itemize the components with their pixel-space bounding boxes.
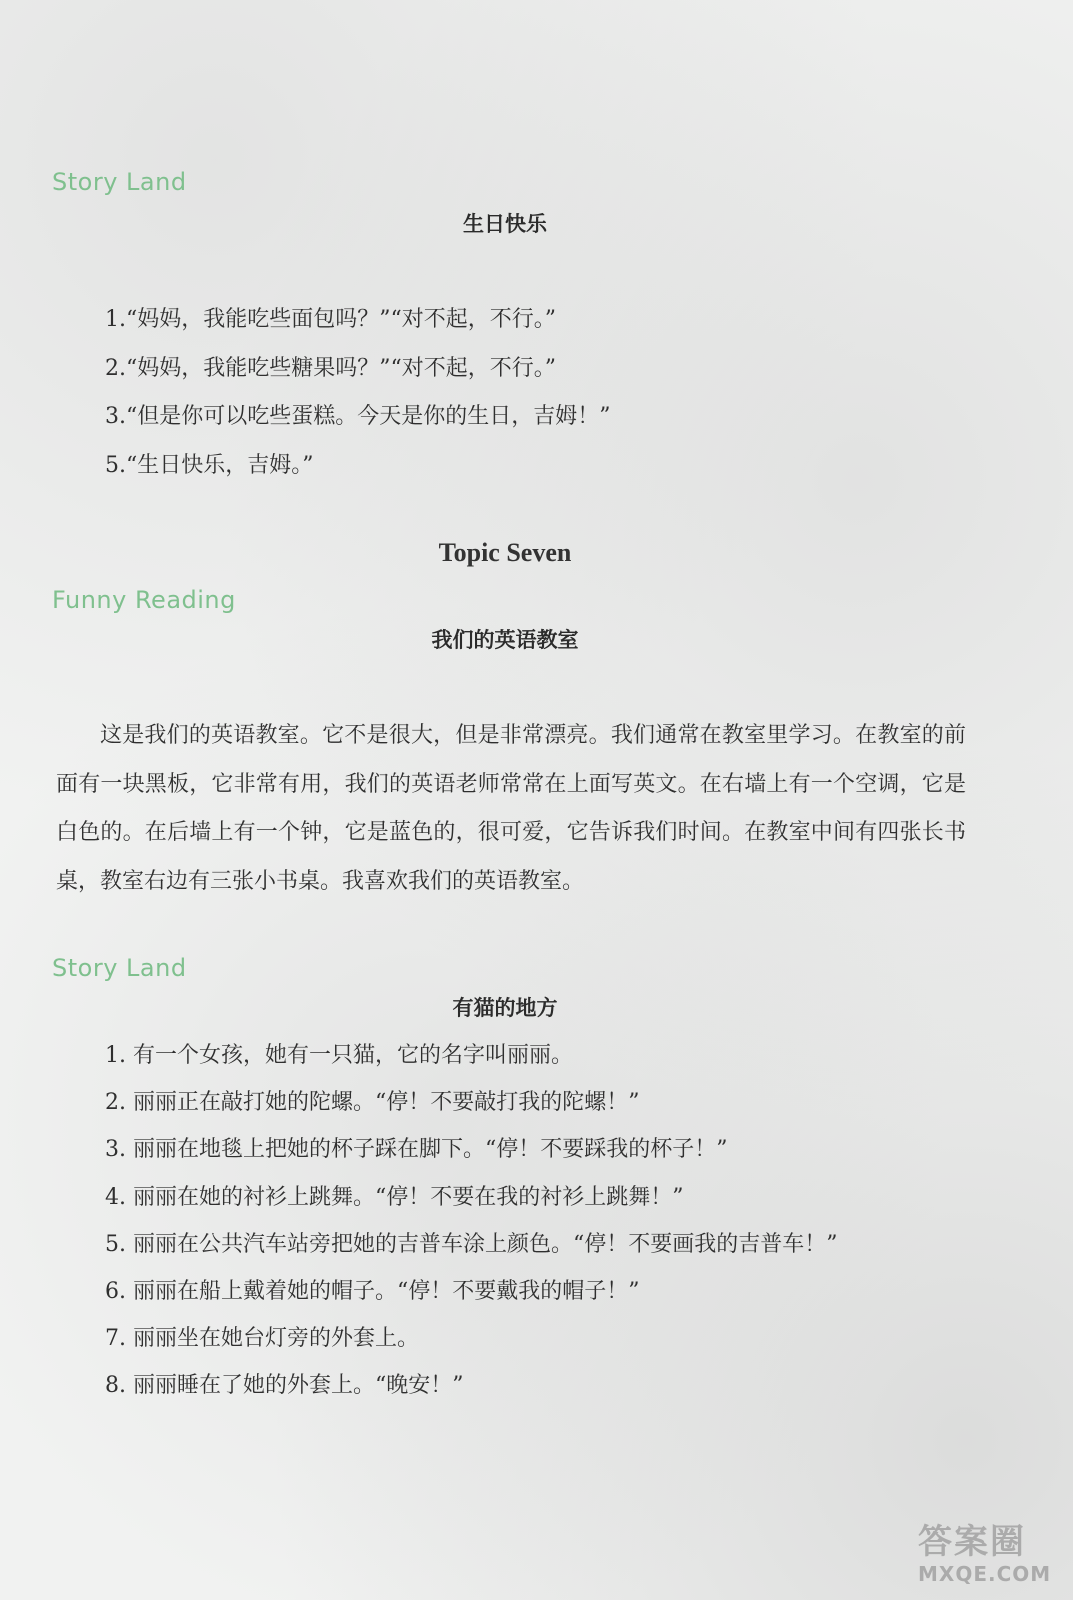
story-line: 1. 有一个女孩，她有一只猫，它的名字叫丽丽。 — [105, 1043, 573, 1068]
story-land-tag-1: Story Land — [52, 168, 187, 196]
topic-title: Topic Seven — [438, 538, 572, 567]
story-title-birthday: 生日快乐 — [463, 211, 547, 236]
story-line: 7. 丽丽坐在她台灯旁的外套上。 — [105, 1326, 419, 1352]
watermark-logo — [918, 1522, 1053, 1592]
story-line: 3. 丽丽在地毯上把她的杯子踩在脚下。“停！不要踩我的杯子！” — [105, 1137, 728, 1163]
funny-reading-tag: Funny Reading — [52, 586, 236, 614]
reading-paragraph: 这是我们的英语教室。它不是很大，但是非常漂亮。我们通常在教室里学习。在教室的前面有一块黑板，它非常有用，我们的英语老师常常在上面写英文。在右墙上有一个空调，它是白色的。在后墙上有一个钟，它是蓝色的，很可爱，它告诉我们时间。在教室中间有四张长书桌，教室右边有三张小书桌。我喜欢我们的英语教室。 — [56, 723, 966, 894]
story-line: 6. 丽丽在船上戴着她的帽子。“停！不要戴我的帽子！” — [105, 1278, 640, 1304]
story-title-cat: 有猫的地方 — [452, 995, 558, 1020]
story-line: 5. 丽丽在公共汽车站旁把她的吉普车涂上颜色。“停！不要画我的吉普车！” — [105, 1231, 838, 1257]
story-line: 3.“但是你可以吃些蛋糕。今天是你的生日，吉姆！” — [105, 404, 611, 429]
watermark-url: MXQE.COM — [918, 1562, 1052, 1586]
story-line: 2.“妈妈，我能吃些糖果吗？”“对不起，不行。” — [105, 355, 556, 381]
story-lines-cat — [105, 1032, 837, 1410]
story-line: 8. 丽丽睡在了她的外套上。“晚安！” — [105, 1373, 464, 1399]
story-line: 5.“生日快乐，吉姆。” — [105, 452, 314, 478]
watermark-text: 答案圈 — [918, 1522, 1026, 1562]
story-line: 1.“妈妈，我能吃些面包吗？”“对不起，不行。” — [105, 307, 556, 332]
story-line: 2. 丽丽正在敲打她的陀螺。“停！不要敲打我的陀螺！” — [105, 1090, 640, 1116]
story-land-tag-2: Story Land — [52, 954, 187, 982]
story-lines-birthday — [105, 296, 611, 490]
story-line: 4. 丽丽在她的衬衫上跳舞。“停！不要在我的衬衫上跳舞！” — [105, 1184, 684, 1210]
reading-title-classroom: 我们的英语教室 — [431, 627, 579, 652]
